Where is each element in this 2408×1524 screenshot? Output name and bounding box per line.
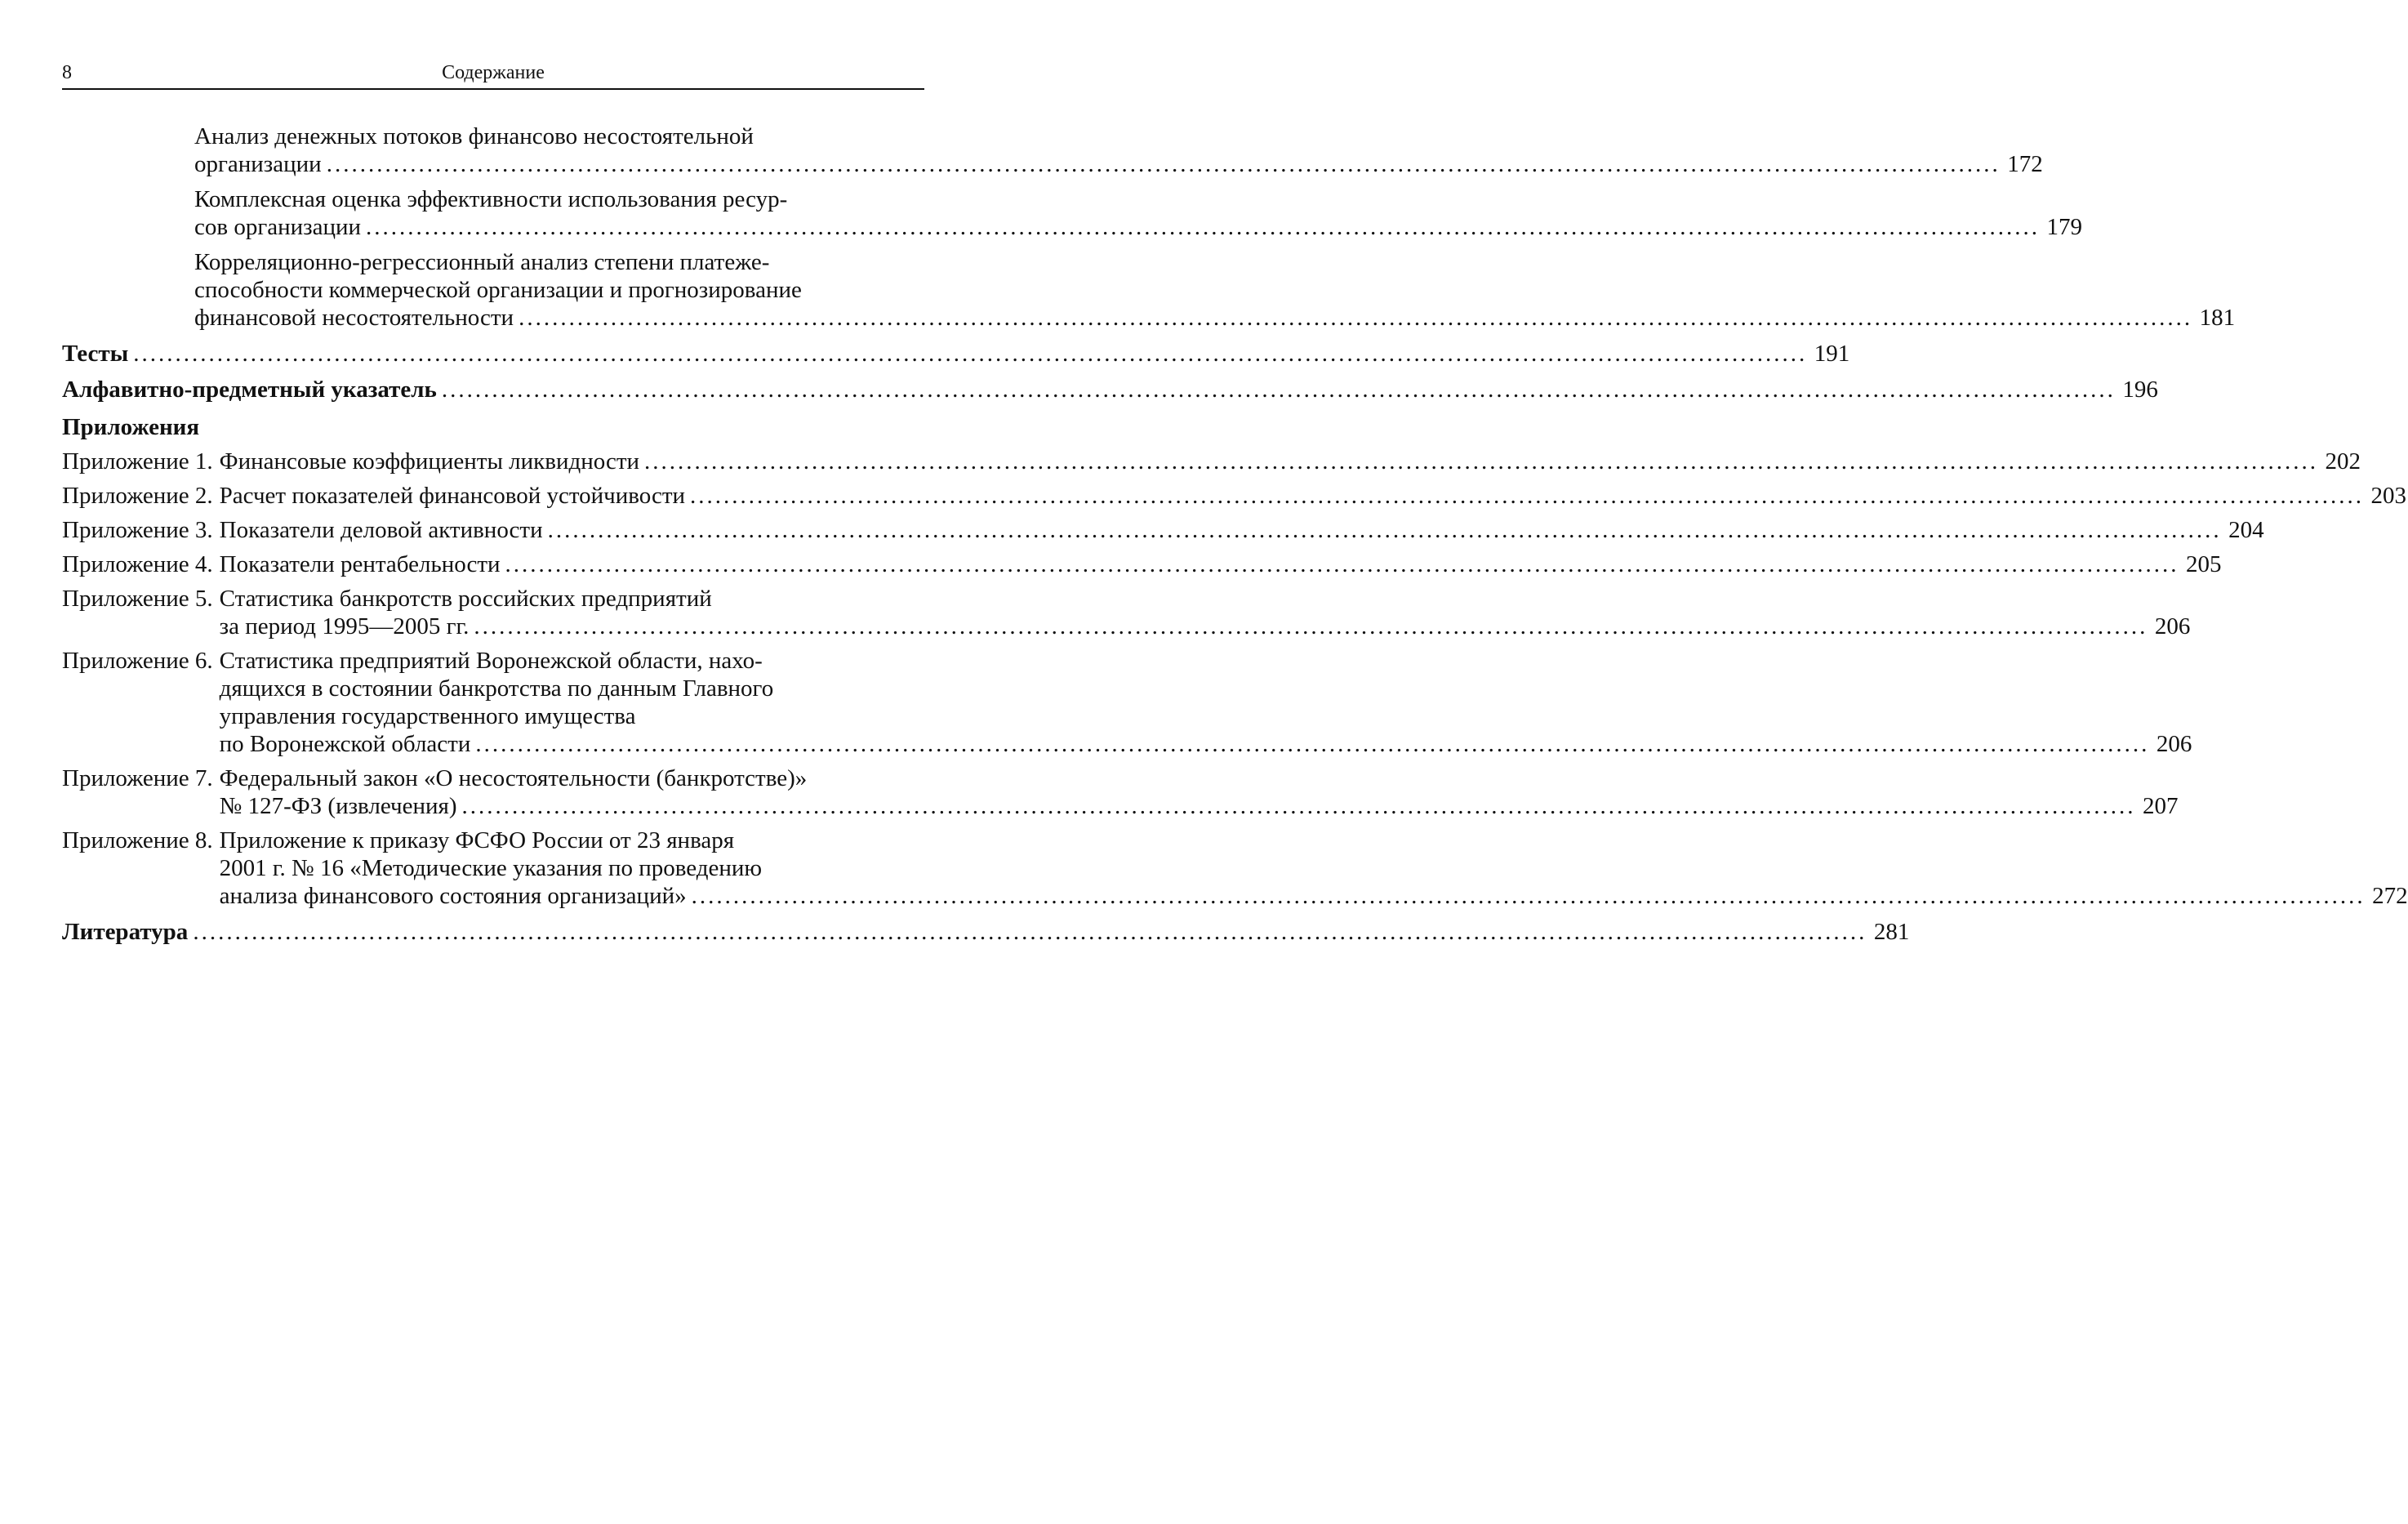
appendix-label: Приложение 7. xyxy=(62,765,213,791)
appendix-label: Приложение 5. xyxy=(62,586,213,612)
toc-appendix-entry[interactable] xyxy=(62,764,2179,820)
dot-leader: ........................................................................................................................................................................................................ xyxy=(690,483,2365,509)
toc-page-number: 204 xyxy=(2228,517,2264,543)
toc-page-number: 196 xyxy=(2122,377,2158,403)
toc-entry-text-line: Корреляционно-регрессионный анализ степени платеже- xyxy=(194,249,770,275)
dot-leader: ........................................................................................................................................................................................................ xyxy=(326,151,2001,177)
appendix-label: Приложение 4. xyxy=(62,551,213,577)
toc-entry-text-line: Финансовые коэффициенты ликвидности xyxy=(219,448,640,475)
toc-entry-title: Тесты xyxy=(62,341,129,367)
dot-leader: ........................................................................................................................................................................................................ xyxy=(547,517,2222,543)
toc-page-number: 172 xyxy=(2007,151,2043,177)
page-header xyxy=(62,59,924,90)
page-number: 8 xyxy=(62,62,72,83)
toc-entry-text-line: дящихся в состоянии банкротства по данным Главного xyxy=(219,675,774,702)
dot-leader: ........................................................................................................................................................................................................ xyxy=(644,448,2319,475)
toc-page-number: 202 xyxy=(2325,448,2361,475)
dot-leader: ........................................................................................................................................................................................................ xyxy=(691,883,2366,909)
toc-entry-text-line: Анализ денежных потоков финансово несостоятельной xyxy=(194,123,754,149)
toc-entry-text-line: Комплексная оценка эффективности использования ресур- xyxy=(194,186,788,212)
toc-entry-title: Алфавитно-предметный указатель xyxy=(62,377,437,403)
toc-entry-text-line: организации xyxy=(194,151,322,177)
toc-sub-entry[interactable] xyxy=(194,248,2236,332)
dot-leader: ........................................................................................................................................................................................................ xyxy=(505,551,2179,577)
toc-appendix-entry[interactable] xyxy=(62,516,2264,544)
toc-entry-tests[interactable] xyxy=(62,340,1850,368)
toc-entry-text-line: № 127-ФЗ (извлечения) xyxy=(219,793,457,819)
dot-leader: ........................................................................................................................................................................................................ xyxy=(193,919,1867,945)
toc-entry-text-line: 2001 г. № 16 «Методические указания по проведению xyxy=(219,855,763,881)
toc-sub-entry[interactable] xyxy=(194,123,2043,178)
toc-entry-text-line: способности коммерческой организации и прогнозирование xyxy=(194,277,802,303)
toc-page-number: 179 xyxy=(2046,214,2083,240)
toc-page-number: 205 xyxy=(2186,551,2222,577)
appendix-label: Приложение 8. xyxy=(62,827,213,853)
toc-page-number: 281 xyxy=(1873,919,1910,945)
toc-entry-text-line: по Воронежской области xyxy=(219,731,471,757)
toc-page-number: 272 xyxy=(2372,883,2408,909)
toc-appendix-entry[interactable] xyxy=(62,550,2222,578)
dot-leader: ........................................................................................................................................................................................................ xyxy=(133,341,1808,367)
toc-page-number: 206 xyxy=(2154,613,2191,639)
toc-entry-text-line: Статистика предприятий Воронежской области, нахо- xyxy=(219,648,763,674)
toc-entry-text-line: сов организации xyxy=(194,214,362,240)
toc-page-number: 207 xyxy=(2142,793,2179,819)
toc-entry-text-line: финансовой несостоятельности xyxy=(194,305,514,331)
appendix-label: Приложение 3. xyxy=(62,517,213,543)
toc-entry-text-line: Показатели рентабельности xyxy=(219,551,501,577)
appendices-heading: Приложения xyxy=(62,414,200,440)
toc-entry-text-line: Приложение к приказу ФСФО России от 23 января xyxy=(219,827,735,853)
toc-page-number: 203 xyxy=(2370,483,2407,509)
toc-sub-entry[interactable] xyxy=(194,185,2083,241)
toc-entry-text-line: управления государственного имущества xyxy=(219,703,636,729)
dot-leader: ........................................................................................................................................................................................................ xyxy=(461,793,2136,819)
dot-leader: ........................................................................................................................................................................................................ xyxy=(366,214,2041,240)
appendix-label: Приложение 6. xyxy=(62,648,213,674)
toc-appendix-entry[interactable] xyxy=(62,448,2361,475)
toc-entry-text-line: Статистика банкротств российских предприятий xyxy=(219,586,712,612)
dot-leader: ........................................................................................................................................................................................................ xyxy=(475,731,2150,757)
toc-appendix-entry[interactable] xyxy=(62,647,2192,758)
toc-appendix-entry[interactable] xyxy=(62,482,2407,510)
dot-leader: ........................................................................................................................................................................................................ xyxy=(519,305,2193,331)
appendix-label: Приложение 1. xyxy=(62,448,213,475)
toc-entry-text-line: Федеральный закон «О несостоятельности (банкротстве)» xyxy=(219,765,808,791)
dot-leader: ........................................................................................................................................................................................................ xyxy=(441,377,2116,403)
toc-entry-text-line: за период 1995—2005 гг. xyxy=(219,613,470,639)
toc-entry-literature[interactable] xyxy=(62,918,1910,946)
toc-sub-entries xyxy=(62,123,2236,332)
toc-page-number: 206 xyxy=(2156,731,2192,757)
table-of-contents xyxy=(62,123,2408,946)
appendix-label: Приложение 2. xyxy=(62,483,213,509)
running-title: Содержание xyxy=(442,62,545,83)
toc-page-number: 191 xyxy=(1814,341,1850,367)
toc-entry-text-line: Расчет показателей финансовой устойчивости xyxy=(219,483,686,509)
toc-entry-text-line: Показатели деловой активности xyxy=(219,517,543,543)
dot-leader: ........................................................................................................................................................................................................ xyxy=(474,613,2148,639)
toc-entry-title: Литература xyxy=(62,919,189,945)
toc-appendices xyxy=(62,448,2408,910)
toc-entry-text-line: анализа финансового состояния организаций» xyxy=(219,883,687,909)
toc-page-number: 181 xyxy=(2199,305,2236,331)
toc-appendix-entry[interactable] xyxy=(62,585,2191,640)
toc-appendix-entry[interactable] xyxy=(62,827,2408,910)
toc-entry-index[interactable] xyxy=(62,376,2158,403)
